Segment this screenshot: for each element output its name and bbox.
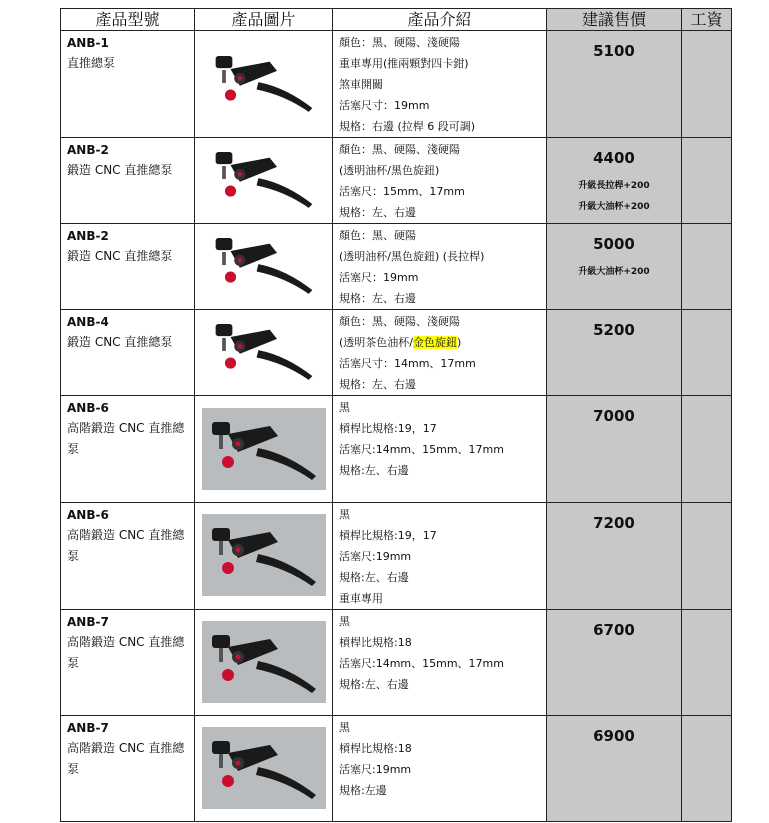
- description-line: 煞車開關: [339, 78, 383, 91]
- description-cell: [333, 396, 547, 503]
- header-labor: 工資: [682, 9, 732, 31]
- brake-lever-image: [195, 610, 332, 714]
- product-image-cell: [195, 310, 333, 396]
- labor-cell: [682, 224, 732, 310]
- price-cell: [547, 503, 682, 610]
- description-line: (透明油杯/黑色旋鈕): [339, 164, 440, 177]
- price-value: 7200: [593, 514, 635, 532]
- price-value: 7000: [593, 407, 635, 425]
- model-name: 直推總泵: [67, 56, 116, 70]
- product-image-cell: [195, 138, 333, 224]
- description-cell: [333, 503, 547, 610]
- labor-cell: [682, 610, 732, 716]
- table-row: [61, 138, 732, 224]
- description-line: 槓桿比規格:19，17: [339, 529, 437, 542]
- model-name: 鍛造 CNC 直推總泵: [67, 249, 173, 263]
- description-line: 黑: [339, 401, 350, 414]
- description-line: 黑: [339, 508, 350, 521]
- model-code: ANB-7: [67, 721, 109, 735]
- model-code: ANB-6: [67, 401, 109, 415]
- description-cell: [333, 224, 547, 310]
- price-cell: [547, 138, 682, 224]
- description-line: 活塞尺:19mm: [339, 550, 412, 563]
- description-line: 規格：右邊 (拉桿 6 段可調): [339, 120, 476, 133]
- table-row: [61, 716, 732, 822]
- description-cell: [333, 310, 547, 396]
- product-image-cell: [195, 503, 333, 610]
- description-line: [339, 332, 546, 353]
- product-image-cell: [195, 224, 333, 310]
- labor-cell: [682, 310, 732, 396]
- table-row: [61, 503, 732, 610]
- description-line: 規格:左、右邊: [339, 571, 409, 584]
- description-line: 規格：左、右邊: [339, 206, 416, 219]
- upgrade-note: 升級大油杯+200: [578, 202, 650, 212]
- highlighted-text: 金色旋鈕: [413, 336, 457, 349]
- labor-cell: [682, 396, 732, 503]
- brake-lever-image: [195, 310, 332, 392]
- model-cell: [61, 224, 195, 310]
- model-cell: [61, 31, 195, 138]
- description-line: 重車專用: [339, 592, 383, 605]
- description-text: (透明茶色油杯/: [339, 336, 413, 349]
- description-line: 活塞尺：19mm: [339, 271, 419, 284]
- description-line: 規格:左邊: [339, 784, 387, 797]
- price-cell: [547, 310, 682, 396]
- upgrade-note: 升級大油杯+200: [578, 267, 650, 277]
- model-name: 高階鍛造 CNC 直推總泵: [67, 635, 185, 670]
- model-name: 高階鍛造 CNC 直推總泵: [67, 528, 185, 563]
- table-row: [61, 610, 732, 716]
- price-cell: [547, 224, 682, 310]
- price-cell: [547, 31, 682, 138]
- product-image-cell: [195, 396, 333, 503]
- price-value: 5000: [593, 235, 635, 253]
- price-cell: [547, 716, 682, 822]
- description-line: 活塞尺:14mm、15mm、17mm: [339, 657, 504, 670]
- description-line: 活塞尺寸：19mm: [339, 99, 430, 112]
- description-line: 顏色：黑、硬陽、淺硬陽: [339, 315, 460, 328]
- description-line: 活塞尺寸：14mm、17mm: [339, 357, 476, 370]
- description-line: (透明油杯/黑色旋鈕) (長拉桿): [339, 250, 485, 263]
- description-line: 槓桿比規格:19，17: [339, 422, 437, 435]
- product-image-cell: [195, 716, 333, 822]
- table-row: [61, 310, 732, 396]
- table-row: [61, 396, 732, 503]
- product-image-cell: [195, 31, 333, 138]
- price-value: 6900: [593, 727, 635, 745]
- model-code: ANB-4: [67, 315, 109, 329]
- header-description: 產品介紹: [333, 9, 547, 31]
- brake-lever-image: [195, 716, 332, 820]
- price-value: 5100: [593, 42, 635, 60]
- description-cell: [333, 31, 547, 138]
- description-line: 顏色：黑、硬陽、淺硬陽: [339, 143, 460, 156]
- brake-lever-image: [195, 503, 332, 606]
- description-line: 顏色：黑、硬陽: [339, 229, 416, 242]
- description-line: 重車專用(推兩顆對四卡鉗): [339, 57, 469, 70]
- brake-lever-image: [195, 31, 332, 134]
- labor-cell: [682, 138, 732, 224]
- description-line: 規格:左、右邊: [339, 464, 409, 477]
- labor-cell: [682, 31, 732, 138]
- description-line: 顏色：黑、硬陽、淺硬陽: [339, 36, 460, 49]
- description-cell: [333, 716, 547, 822]
- price-cell: [547, 610, 682, 716]
- description-text: ): [457, 336, 462, 349]
- upgrade-note: 升級長拉桿+200: [578, 181, 650, 191]
- model-code: ANB-7: [67, 615, 109, 629]
- description-cell: [333, 610, 547, 716]
- description-line: 規格：左、右邊: [339, 292, 416, 305]
- description-line: 規格:左、右邊: [339, 678, 409, 691]
- description-line: 黑: [339, 721, 350, 734]
- model-code: ANB-2: [67, 143, 109, 157]
- description-line: 規格：左、右邊: [339, 378, 416, 391]
- price-value: 6700: [593, 621, 635, 639]
- brake-lever-image: [195, 138, 332, 220]
- description-line: 黑: [339, 615, 350, 628]
- price-cell: [547, 396, 682, 503]
- header-price: 建議售價: [547, 9, 682, 31]
- description-line: 槓桿比規格:18: [339, 742, 412, 755]
- model-code: ANB-2: [67, 229, 109, 243]
- table-row: [61, 31, 732, 138]
- labor-cell: [682, 503, 732, 610]
- price-value: 5200: [593, 321, 635, 339]
- price-table: [60, 8, 732, 822]
- description-line: 槓桿比規格:18: [339, 636, 412, 649]
- product-image-cell: [195, 610, 333, 716]
- model-cell: [61, 396, 195, 503]
- header-model: 產品型號: [61, 9, 195, 31]
- description-line: 活塞尺:19mm: [339, 763, 412, 776]
- description-line: 活塞尺：15mm、17mm: [339, 185, 465, 198]
- model-cell: [61, 503, 195, 610]
- price-value: 4400: [593, 149, 635, 167]
- labor-cell: [682, 716, 732, 822]
- model-name: 鍛造 CNC 直推總泵: [67, 335, 173, 349]
- model-name: 高階鍛造 CNC 直推總泵: [67, 741, 185, 776]
- table-row: [61, 224, 732, 310]
- model-name: 鍛造 CNC 直推總泵: [67, 163, 173, 177]
- model-name: 高階鍛造 CNC 直推總泵: [67, 421, 185, 456]
- header-image: 產品圖片: [195, 9, 333, 31]
- table-header-row: [61, 9, 732, 31]
- model-cell: [61, 716, 195, 822]
- model-code: ANB-6: [67, 508, 109, 522]
- model-cell: [61, 138, 195, 224]
- brake-lever-image: [195, 224, 332, 306]
- description-cell: [333, 138, 547, 224]
- model-cell: [61, 610, 195, 716]
- model-cell: [61, 310, 195, 396]
- description-line: 活塞尺:14mm、15mm、17mm: [339, 443, 504, 456]
- model-code: ANB-1: [67, 36, 109, 50]
- brake-lever-image: [195, 396, 332, 501]
